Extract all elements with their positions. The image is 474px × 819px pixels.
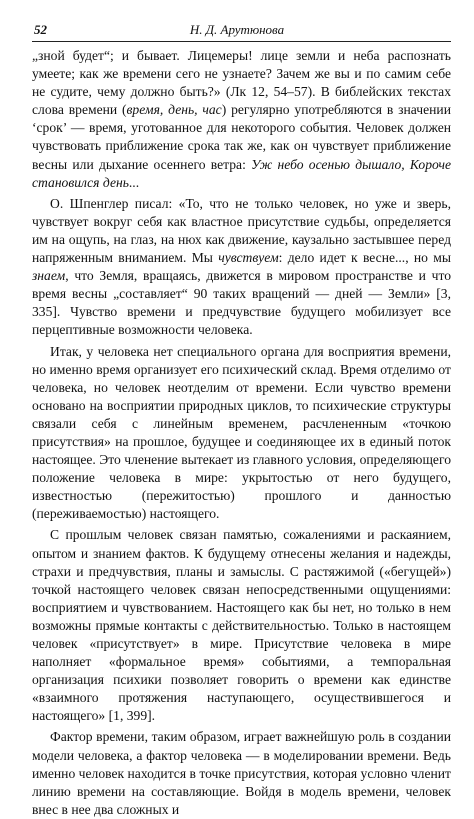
- text-run: Итак, у человека нет специального органа для восприятия времени, но именно время организует его психический склад. Время отделимо от человека, но человек неотделим от времени. Если чувство времени основано на восприятии природных циклов, то психические структуры связали себя с линейным временем, расчлененным «точкою присутствия» на прошлое, будущее и соединяющее их в единый поток настоящее. Это членение вытекает из главного условия, определяющего положение человека в мире: укрытостью от него будущего, известностью (пережитостью) прошлого и данностью (переживаемостью) настоящего.: [32, 343, 451, 522]
- paragraph-3: [32, 343, 451, 524]
- text-run: ...: [128, 174, 140, 190]
- text-run: : дело идет к весне..., но мы: [278, 250, 452, 266]
- italic-text: знаем: [32, 268, 66, 284]
- paragraph-5: [32, 728, 451, 818]
- italic-text: время, день, час: [126, 102, 222, 118]
- text-run: О. Шпенглер писал: «То, что не только человек, но уже и зверь, чувствует вокруг себя как властное присутствие судьбы, определяется им на ощупь, на глаз, на нюх как движение, каузально застывшее перед напряженным вниманием. Мы: [32, 195, 451, 266]
- paragraph-4: [32, 526, 451, 725]
- page-header: [32, 22, 451, 42]
- body-text: [32, 47, 451, 819]
- page-number: 52: [34, 22, 47, 37]
- running-head: Н. Д. Арутюнова: [189, 22, 285, 37]
- paragraph-2: [32, 195, 451, 340]
- text-run: Фактор времени, таким образом, играет важнейшую роль в создании модели человека, а фактор человека — в моделировании времени. Ведь именно человек находится в точке присутствия, которая условно членит линию времени на составляющие. Войдя в модель времени, человек внес в нее два сложных и: [32, 729, 451, 817]
- text-run: С прошлым человек связан памятью, сожалениями и раскаянием, опытом и знанием фактов. К будущему отнесены желания и надежды, страхи и предчувствия, планы и замыслы. С растяжимой («бегущей») точкой настоящего человек связан непосредственными ощущениями: восприятием и чувствованием. Настоящего как бы нет, но только в нем возможны прямые контакты с действительностью. Только в настоящем человек «присутствует» в мире. Присутствие человека в мире наполняет «формальное время» событиями, а темпоральная организация психики позволяет говорить о времени как единстве «взаимного протяжения наступающего, осуществившегося и настоящего» [1, 399].: [32, 527, 451, 724]
- italic-text: Уж небо осенью дышало, Короче становился день: [32, 156, 451, 190]
- text-run: ) регулярно употребляются в значении ‘срок’ — время, уготованное для некоторого события. Человек должен чувствовать приближение срока так же, как он чувствует приближение весны или дыхание осеннего ветра:: [32, 102, 451, 172]
- text-run: , что Земля, вращаясь, движется в мировом пространстве и что время весны „составляет“ 90 таких вращений — дней — Земли» [3, 335]. Чувство времени и предчувствие будущего мобилизует все перцептивные возможности человека.: [32, 268, 451, 338]
- paragraph-1: [32, 47, 451, 192]
- italic-text: чувствуем: [218, 250, 279, 266]
- text-run: „зной будет“; и бывает. Лицемеры! лице земли и неба распознать умеете; как же времени сего не узнаете? Зачем же вы и по самим себе не судите, чему должно быть?» (Лк 12, 54–57). В библейских текстах слова времени (: [32, 48, 451, 118]
